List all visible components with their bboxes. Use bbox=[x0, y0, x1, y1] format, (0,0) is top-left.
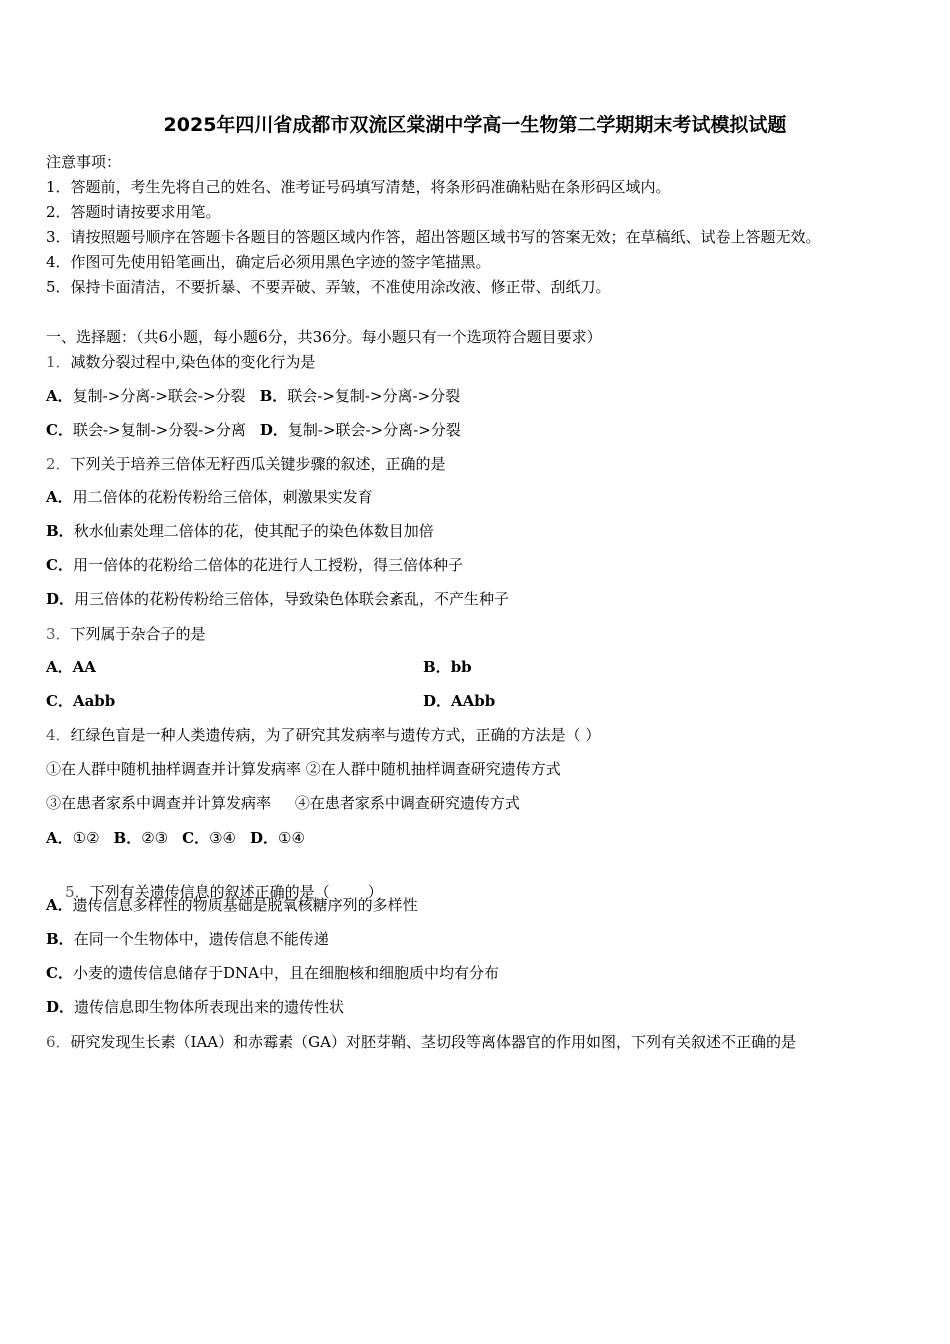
option-letter: B． bbox=[46, 930, 74, 948]
question-3-stem bbox=[46, 624, 206, 644]
question-text: 减数分裂过程中,染色体的变化行为是 bbox=[70, 353, 316, 371]
option-letter: A． bbox=[46, 658, 73, 676]
option-text[interactable]: ②③ bbox=[141, 829, 169, 847]
question-3-option-b[interactable] bbox=[423, 657, 472, 677]
question-2-option-a[interactable] bbox=[46, 487, 373, 507]
question-5-option-b[interactable] bbox=[46, 929, 329, 949]
question-number: 1． bbox=[46, 353, 71, 371]
option-text: 小麦的遗传信息储存于DNA中，且在细胞核和细胞质中均有分布 bbox=[72, 964, 499, 982]
question-3-option-d[interactable] bbox=[423, 691, 495, 711]
question-number: 3． bbox=[46, 625, 71, 643]
question-number: 4． bbox=[46, 726, 71, 744]
option-text[interactable]: ①④ bbox=[278, 829, 305, 847]
option-letter: C． bbox=[46, 964, 73, 982]
option-letter: C． bbox=[46, 692, 73, 710]
option-text[interactable]: 联会->复制->分离->分裂 bbox=[287, 387, 461, 405]
option-letter: A． bbox=[46, 896, 73, 914]
notice-item: 5．保持卡面清洁，不要折暴、不要弄破、弄皱，不准使用涂改液、修正带、刮纸刀。 bbox=[46, 278, 611, 296]
option-text[interactable]: 复制->分离->联会->分裂 bbox=[72, 387, 246, 405]
option-letter: D． bbox=[423, 692, 452, 710]
question-3-option-c[interactable] bbox=[46, 692, 115, 710]
notice-item: 3．请按照题号顺序在答题卡各题目的答题区域内作答，超出答题区域书写的答案无效；在草稿纸、试卷上答题无效。 bbox=[46, 228, 821, 246]
option-letter: D． bbox=[250, 829, 279, 847]
question-3-option-a[interactable] bbox=[46, 658, 96, 676]
question-2-option-b[interactable] bbox=[46, 521, 434, 541]
question-5-option-a[interactable] bbox=[46, 895, 418, 915]
option-text: 秋水仙素处理二倍体的花，使其配子的染色体数目加倍 bbox=[73, 522, 434, 540]
option-letter: C． bbox=[182, 829, 210, 847]
option-text: 遗传信息即生物体所表现出来的遗传性状 bbox=[74, 998, 345, 1016]
question-3-options-row-1 bbox=[46, 657, 906, 677]
question-4-statement: ③在患者家系中调查并计算发病率 ④在患者家系中调查研究遗传方式 bbox=[46, 794, 520, 812]
option-text: 用一倍体的花粉给二倍体的花进行人工授粉，得三倍体种子 bbox=[72, 556, 463, 574]
question-number: 2． bbox=[46, 455, 71, 473]
question-text: 研究发现生长素（IAA）和赤霉素（GA）对胚芽鞘、茎切段等离体器官的作用如图，下列有关叙述不正确的是 bbox=[70, 1033, 796, 1051]
question-1-options-row-1 bbox=[46, 386, 460, 406]
question-4-options bbox=[46, 828, 305, 848]
question-4-statement: ①在人群中随机抽样调查并计算发病率 ②在人群中随机抽样调查研究遗传方式 bbox=[46, 760, 561, 778]
question-number: 6． bbox=[46, 1033, 71, 1051]
question-text: 红绿色盲是一种人类遗传病，为了研究其发病率与遗传方式，正确的方法是（ ） bbox=[70, 726, 601, 744]
option-text: bb bbox=[450, 658, 472, 676]
notice-heading: 注意事项： bbox=[46, 153, 122, 171]
option-text: AAbb bbox=[451, 692, 496, 710]
question-2-option-c[interactable] bbox=[46, 555, 463, 575]
option-text: 在同一个生物体中，遗传信息不能传递 bbox=[73, 930, 329, 948]
option-text[interactable]: 联会->复制->分裂->分离 bbox=[72, 421, 246, 439]
option-letter: D． bbox=[46, 998, 75, 1016]
option-letter: A． bbox=[46, 387, 73, 405]
question-2-option-d[interactable] bbox=[46, 589, 509, 609]
option-text: 用二倍体的花粉传粉给三倍体，刺激果实发育 bbox=[72, 488, 373, 506]
option-letter: A． bbox=[46, 488, 73, 506]
exam-title: 2025年四川省成都市双流区棠湖中学高一生物第二学期期末考试模拟试题 bbox=[163, 114, 787, 136]
option-text: AA bbox=[72, 658, 96, 676]
option-text: Aabb bbox=[72, 692, 116, 710]
option-letter: C． bbox=[46, 421, 73, 439]
notice-item: 4．作图可先使用铅笔画出，确定后必须用黑色字迹的签字笔描黑。 bbox=[46, 253, 491, 271]
question-5-option-d[interactable] bbox=[46, 997, 344, 1017]
question-number: 5． bbox=[65, 883, 90, 901]
notice-item: 2．答题时请按要求用笔。 bbox=[46, 203, 221, 221]
question-1-stem bbox=[46, 352, 315, 372]
option-text[interactable]: ①② bbox=[72, 829, 100, 847]
option-text: 用三倍体的花粉传粉给三倍体，导致染色体联会紊乱，不产生种子 bbox=[74, 590, 510, 608]
question-text: 下列关于培养三倍体无籽西瓜关键步骤的叙述，正确的是 bbox=[70, 455, 446, 473]
question-4-stem bbox=[46, 725, 600, 745]
option-letter: B． bbox=[259, 387, 288, 405]
option-letter: D． bbox=[46, 590, 75, 608]
question-2-stem bbox=[46, 454, 446, 474]
question-text: 下列有关遗传信息的叙述正确的是（ ） bbox=[89, 883, 383, 901]
question-5-option-c[interactable] bbox=[46, 963, 499, 983]
section-heading: 一、选择题：（共6小题，每小题6分，共36分。每小题只有一个选项符合题目要求） bbox=[46, 328, 602, 346]
question-text: 下列属于杂合子的是 bbox=[70, 625, 206, 643]
question-1-options-row-2 bbox=[46, 420, 461, 440]
option-letter: B． bbox=[46, 522, 74, 540]
option-text[interactable]: 复制->联会->分离->分裂 bbox=[287, 421, 461, 439]
notice-item: 1．答题前，考生先将自己的姓名、准考证号码填写清楚，将条形码准确粘贴在条形码区域内。 bbox=[46, 178, 671, 196]
option-letter: A． bbox=[46, 829, 73, 847]
option-letter: B． bbox=[113, 829, 142, 847]
option-text[interactable]: ③④ bbox=[209, 829, 236, 847]
option-letter: D． bbox=[259, 421, 288, 439]
option-letter: B． bbox=[423, 658, 451, 676]
option-text: 遗传信息多样性的物质基础是脱氧核糖序列的多样性 bbox=[72, 896, 418, 914]
question-6-stem bbox=[46, 1032, 796, 1052]
option-letter: C． bbox=[46, 556, 73, 574]
question-3-options-row-2 bbox=[46, 691, 906, 711]
